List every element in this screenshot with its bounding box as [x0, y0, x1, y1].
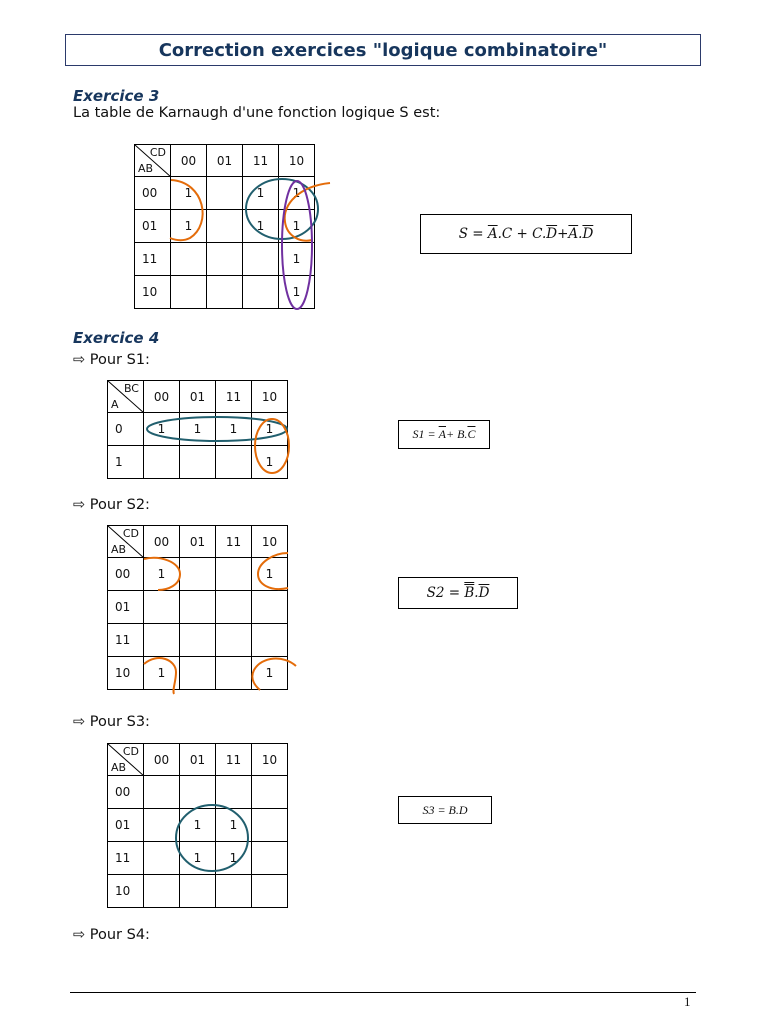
pour-s3-label: ⇨ Pour S3:	[73, 714, 150, 730]
kmap-row-header: 11	[108, 624, 144, 657]
equation-s: S = $\overline{A}$ .C + C. $\overline{D}$ + $\overline{A}$ . $\overline{D}$	[420, 214, 632, 254]
kmap-col-header: 00	[144, 381, 180, 413]
kmap-cell: 1	[180, 842, 216, 875]
kmap-col-header: 10	[252, 744, 288, 776]
kmap-row-header: 00	[135, 177, 171, 210]
pour-s2-label: ⇨ Pour S2:	[73, 497, 150, 513]
kmap-cell: 1	[216, 413, 252, 446]
kmap-cell: 1	[180, 809, 216, 842]
exercise-3-text: La table de Karnaugh d'une fonction logique S est:	[73, 105, 441, 121]
kmap-cell: 1	[279, 243, 315, 276]
group-loop-orange	[258, 553, 288, 589]
group-loop-orange	[144, 558, 180, 590]
group-loop-orange	[252, 659, 296, 690]
kmap-corner: CD AB	[108, 744, 144, 776]
kmap-cell: 1	[252, 413, 288, 446]
group-loop-orange	[255, 419, 289, 473]
kmap-cell: 1	[144, 558, 180, 591]
kmap-cell: 1	[252, 446, 288, 479]
kmap-row-header: 11	[135, 243, 171, 276]
kmap-cell: 1	[252, 657, 288, 690]
kmap-corner: BC A	[108, 381, 144, 413]
kmap-col-header: 11	[216, 526, 252, 558]
kmap-cell: 1	[171, 177, 207, 210]
kmap-cell: 1	[216, 842, 252, 875]
group-loop-teal	[176, 805, 248, 871]
kmap-col-header: 01	[180, 526, 216, 558]
kmap-col-header: 10	[279, 145, 315, 177]
kmap-row-header: 0	[108, 413, 144, 446]
pour-s1-label: ⇨ Pour S1:	[73, 352, 150, 368]
kmap-row-header: 10	[135, 276, 171, 309]
page-title: Correction exercices "logique combinatoire"	[65, 34, 701, 66]
kmap-row-header: 10	[108, 657, 144, 690]
arrow-icon: ⇨	[73, 927, 86, 943]
kmap-cell: 1	[243, 177, 279, 210]
kmap-row-header: 1	[108, 446, 144, 479]
kmap-cell: 1	[279, 276, 315, 309]
kmap-col-header: 10	[252, 381, 288, 413]
kmap-corner: CD AB	[108, 526, 144, 558]
equation-s3: S3 = B.D	[398, 796, 492, 824]
kmap-col-header: 10	[252, 526, 288, 558]
equation-s2: S2 = B . $\overline{D}$	[398, 577, 518, 609]
exercise-4-heading: Exercice 4	[73, 329, 160, 347]
kmap-cell: 1	[144, 657, 180, 690]
kmap-cell: 1	[144, 413, 180, 446]
arrow-icon: ⇨	[73, 352, 86, 368]
kmap-cell: 1	[279, 177, 315, 210]
equation-s1: S1 = $\overline{A}$ + B. $\overline{C}$	[398, 420, 490, 449]
kmap-col-header: 00	[171, 145, 207, 177]
kmap-row-header: 01	[108, 591, 144, 624]
kmap-col-header: 11	[216, 744, 252, 776]
group-loop-orange	[285, 183, 330, 241]
kmap-col-header: 00	[144, 526, 180, 558]
kmap-row-header: 10	[108, 875, 144, 908]
kmap-cell: 1	[279, 210, 315, 243]
kmap-col-header: 01	[207, 145, 243, 177]
kmap-col-header: 11	[243, 145, 279, 177]
kmap-cell: 1	[171, 210, 207, 243]
kmap-col-header: 00	[144, 744, 180, 776]
kmap-cell: 1	[252, 558, 288, 591]
group-loop-orange	[144, 658, 176, 694]
group-loop-orange	[170, 180, 203, 240]
arrow-icon: ⇨	[73, 714, 86, 730]
kmap-cell: 1	[180, 413, 216, 446]
arrow-icon: ⇨	[73, 497, 86, 513]
kmap-corner-top: CD	[149, 146, 166, 159]
kmap-corner-bottom: AB	[138, 162, 154, 175]
kmap-cell: 1	[216, 809, 252, 842]
kmap-row-header: 01	[135, 210, 171, 243]
exercise-3-heading: Exercice 3	[73, 87, 160, 105]
kmap-col-header: 01	[180, 744, 216, 776]
pour-s4-label: ⇨ Pour S4:	[73, 927, 150, 943]
kmap-row-header: 00	[108, 558, 144, 591]
kmap-row-header: 01	[108, 809, 144, 842]
page-number: 1	[684, 994, 691, 1009]
kmap-cell: 1	[243, 210, 279, 243]
kmap-row-header: 11	[108, 842, 144, 875]
kmap-col-header: 11	[216, 381, 252, 413]
kmap-row-header: 00	[108, 776, 144, 809]
group-loop-purple	[282, 181, 312, 309]
kmap-col-header: 01	[180, 381, 216, 413]
